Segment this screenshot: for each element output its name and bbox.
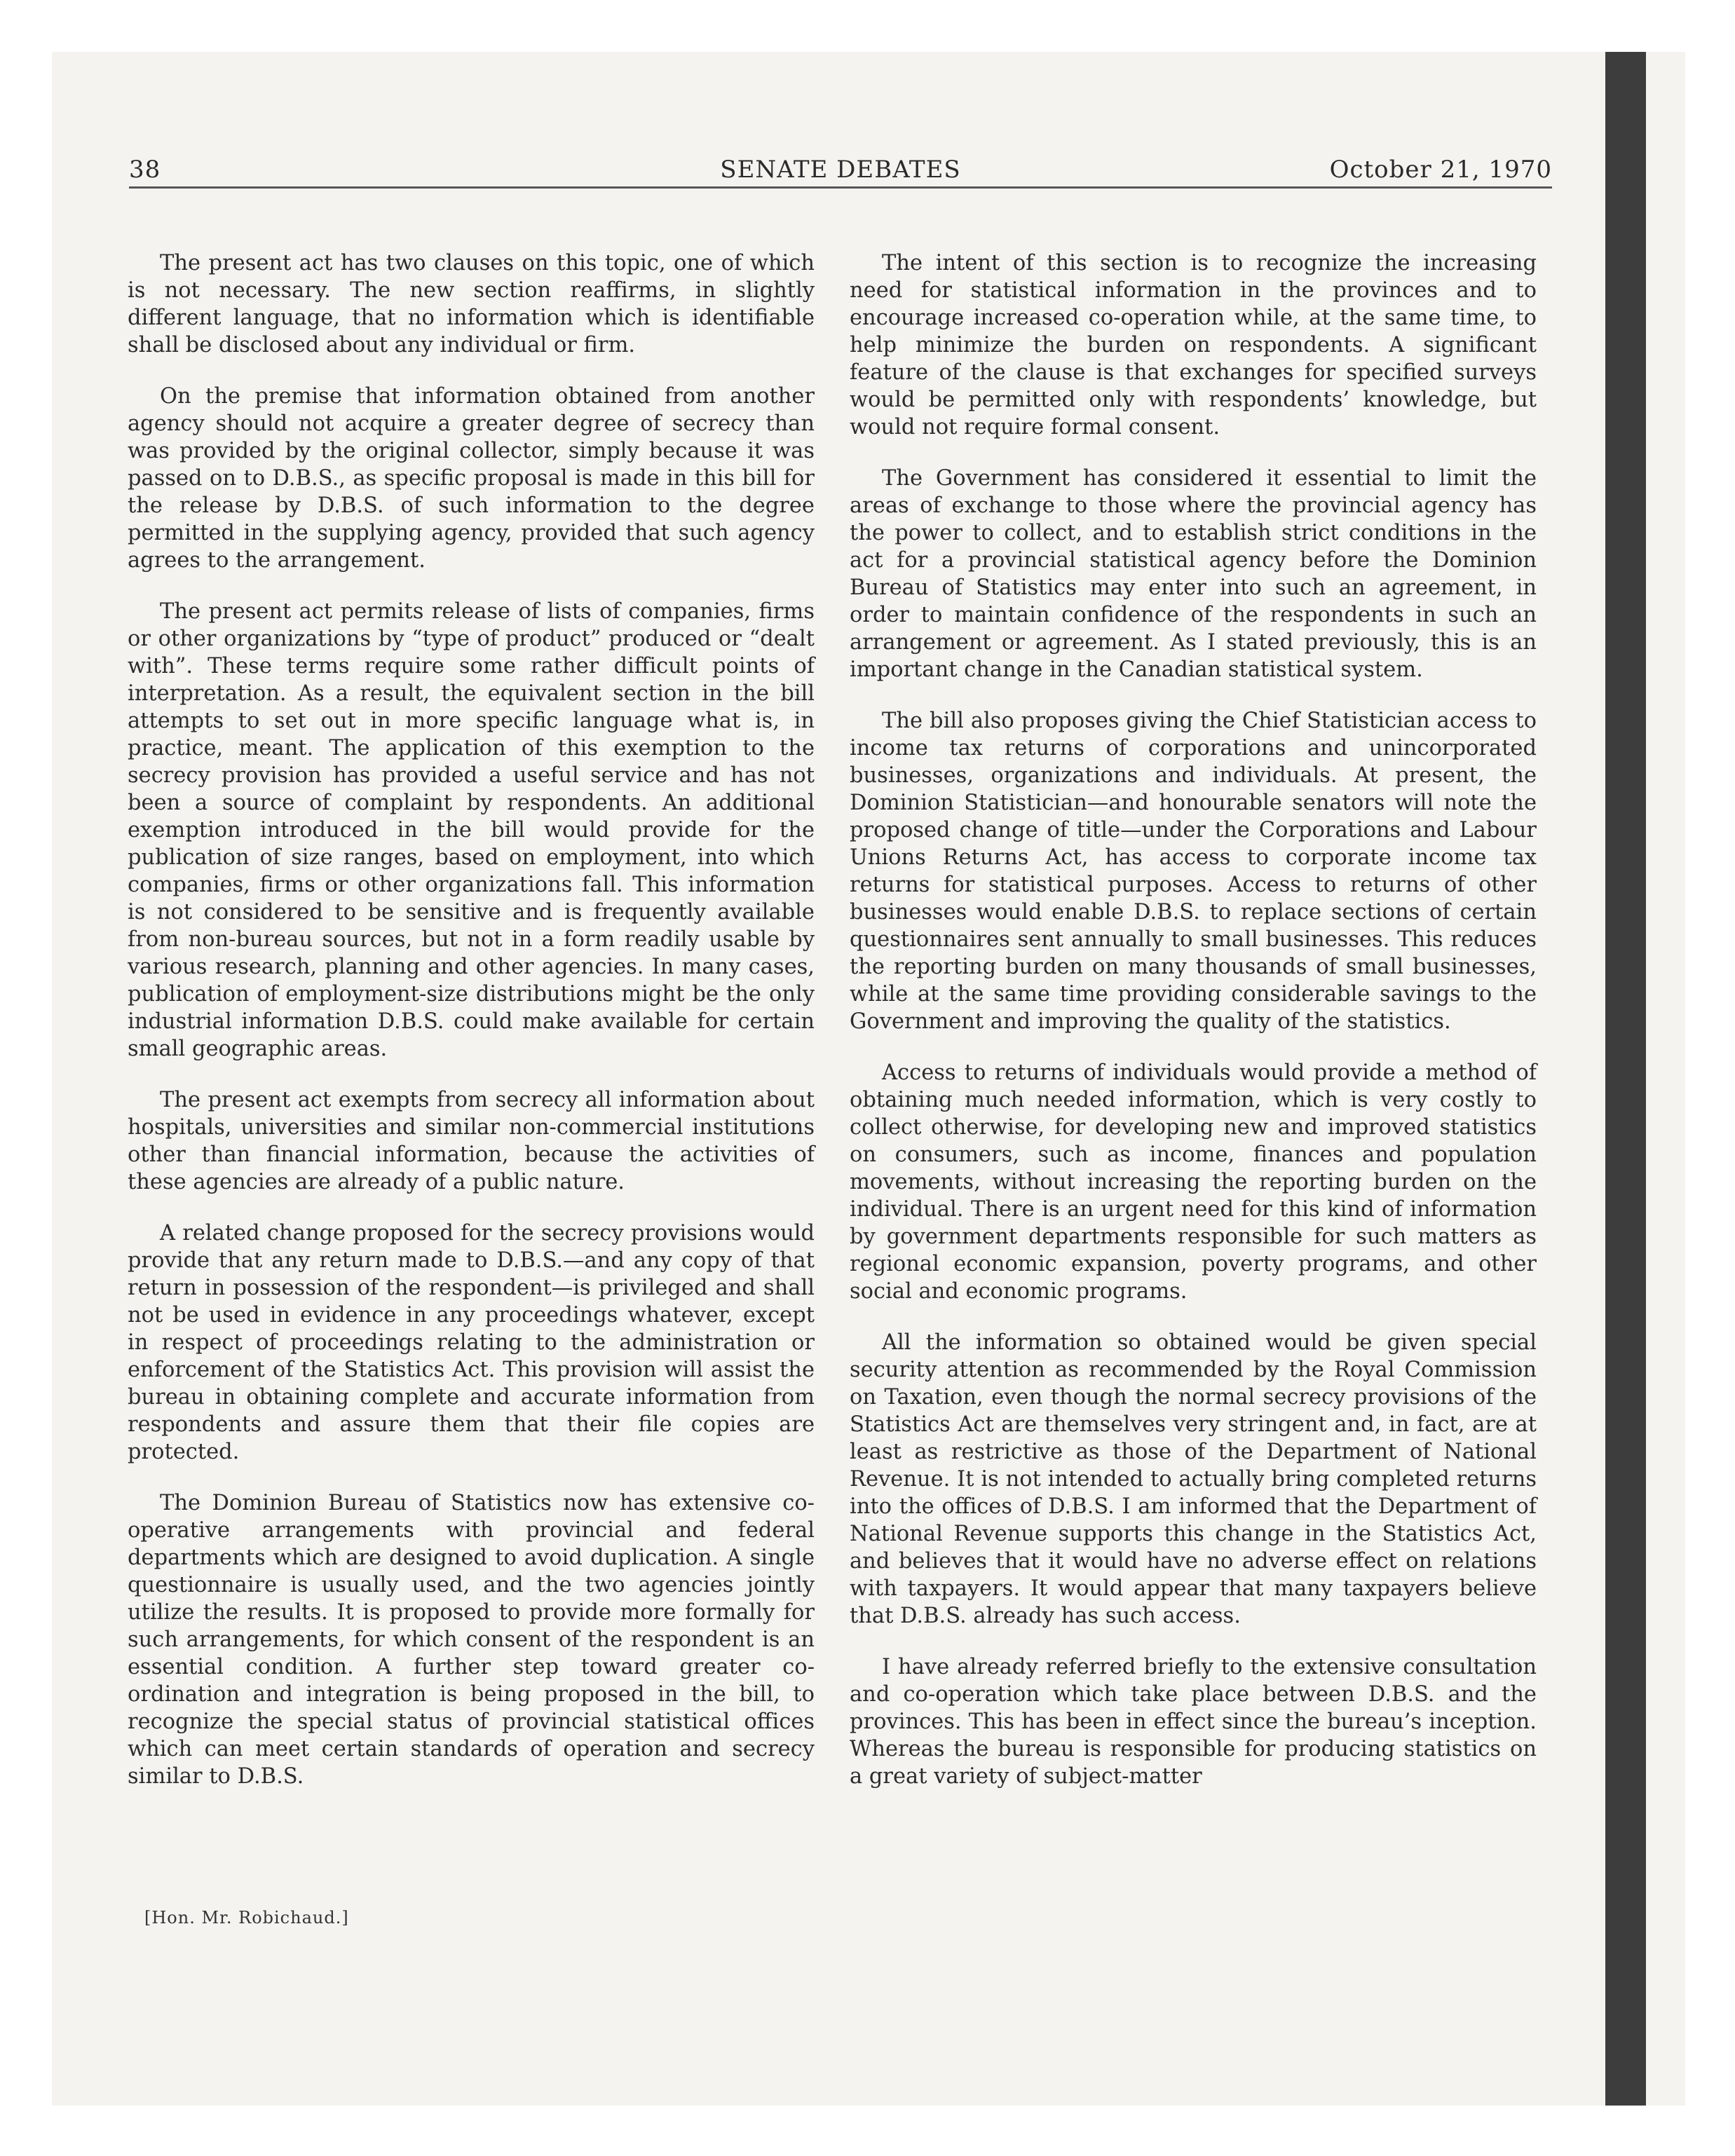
paragraph: The intent of this section is to recognize the increasing need for statistical information in the provinces and to encourage increased co-operation while, at the same time, to help minimize the burden on respondents. A significant feature of the clause is that exchanges for specified surveys would be permitted only with respondents’ knowledge, but would not require formal consent. xyxy=(850,251,1537,439)
paragraph: On the premise that information obtained from another agency should not acquire a greater degree of secrecy than was provided by the original collector, simply because it was passed on to D.B.S., as specific proposal is made in this bill for the release by D.B.S. of such information to the degree permitted in the supplying agency, provided that such agency agrees to the arrangement. xyxy=(128,384,815,573)
right-column xyxy=(850,250,1537,1814)
paragraph: The present act permits release of lists of companies, firms or other organizations by “type of product” produced or “dealt with”. These terms require some rather difficult points of interpretation. As a result, the equivalent section in the bill attempts to set out in more specific language what is, in practice, meant. The application of this exemption to the secrecy provision has provided a useful service and has not been a source of complaint by respondents. An additional exemption introduced in the bill would provide for the publication of size ranges, based on employment, into which companies, firms or other organizations fall. This information is not considered to be sensitive and is frequently available from non-bureau sources, but not in a form readily usable by various research, planning and other agencies. In many cases, publication of employment-size distributions might be the only industrial information D.B.S. could make available for certain small geographic areas. xyxy=(128,599,815,1061)
left-column xyxy=(128,250,815,1814)
paragraph: The bill also proposes giving the Chief Statistician access to income tax returns of corporations and unincorporated businesses, organizations and individuals. At present, the Dominion Statistician—and honourable senators will note the proposed change of title—under the Corporations and Labour Unions Returns Act, has access to corporate income tax returns for statistical purposes. Access to returns of other businesses would enable D.B.S. to replace sections of certain questionnaires sent annually to small businesses. This reduces the reporting burden on many thousands of small businesses, while at the same time providing considerable savings to the Government and improving the quality of the statistics. xyxy=(850,709,1537,1034)
paragraph: All the information so obtained would be given special security attention as recommended by the Royal Commission on Taxation, even though the normal secrecy provisions of the Statistics Act are themselves very stringent and, in fact, are at least as restrictive as those of the Department of National Revenue. It is not intended to actually bring completed returns into the offices of D.B.S. I am informed that the Department of National Revenue supports this change in the Statistics Act, and believes that it would have no adverse effect on relations with taxpayers. It would appear that many taxpayers believe that D.B.S. already has such access. xyxy=(850,1330,1537,1628)
speaker-tag: [Hon. Mr. Robichaud.] xyxy=(144,1908,349,1928)
paragraph: The present act exempts from secrecy all information about hospitals, universities and similar non-commercial institutions other than financial information, because the activities of these agencies are already of a public nature. xyxy=(128,1088,815,1194)
page-number: 38 xyxy=(129,156,161,184)
page-header xyxy=(129,153,1552,189)
header-date: October 21, 1970 xyxy=(1329,156,1552,184)
paragraph: I have already referred briefly to the extensive consultation and co-operation which take place between D.B.S. and the provinces. This has been in effect since the bureau’s inception. Whereas the bureau is responsible for producing statistics on a great variety of subject-matter xyxy=(850,1655,1537,1789)
scan-binding-edge xyxy=(1605,52,1646,2106)
paragraph: Access to returns of individuals would provide a method of obtaining much needed information, which is very costly to collect otherwise, for developing new and improved statistics on consumers, such as income, finances and population movements, without increasing the reporting burden on the individual. There is an urgent need for this kind of information by government departments responsible for such matters as regional economic expansion, poverty programs, and other social and economic programs. xyxy=(850,1060,1537,1304)
paragraph: The Dominion Bureau of Statistics now has extensive co-operative arrangements with provincial and federal departments which are designed to avoid duplication. A single questionnaire is usually used, and the two agencies jointly utilize the results. It is proposed to provide more formally for such arrangements, for which consent of the respondent is an essential condition. A further step toward greater co-ordination and integration is being proposed in the bill, to recognize the special status of provincial statistical offices which can meet certain standards of operation and secrecy similar to D.B.S. xyxy=(128,1491,815,1789)
paragraph: The Government has considered it essential to limit the areas of exchange to those where the provincial agency has the power to collect, and to establish strict conditions in the act for a provincial statistical agency before the Dominion Bureau of Statistics may enter into such an agreement, in order to maintain confidence of the respondents in such an arrangement or agreement. As I stated previously, this is an important change in the Canadian statistical system. xyxy=(850,466,1537,682)
paragraph: The present act has two clauses on this topic, one of which is not necessary. The new section reaffirms, in slightly different language, that no information which is identifiable shall be disclosed about any individual or firm. xyxy=(128,251,815,357)
running-head-title: SENATE DEBATES xyxy=(720,156,961,184)
paragraph: A related change proposed for the secrecy provisions would provide that any return made to D.B.S.—and any copy of that return in possession of the respondent—is privileged and shall not be used in evidence in any proceedings whatever, except in respect of proceedings relating to the administration or enforcement of the Statistics Act. This provision will assist the bureau in obtaining complete and accurate information from respondents and assure them that their file copies are protected. xyxy=(128,1221,815,1464)
